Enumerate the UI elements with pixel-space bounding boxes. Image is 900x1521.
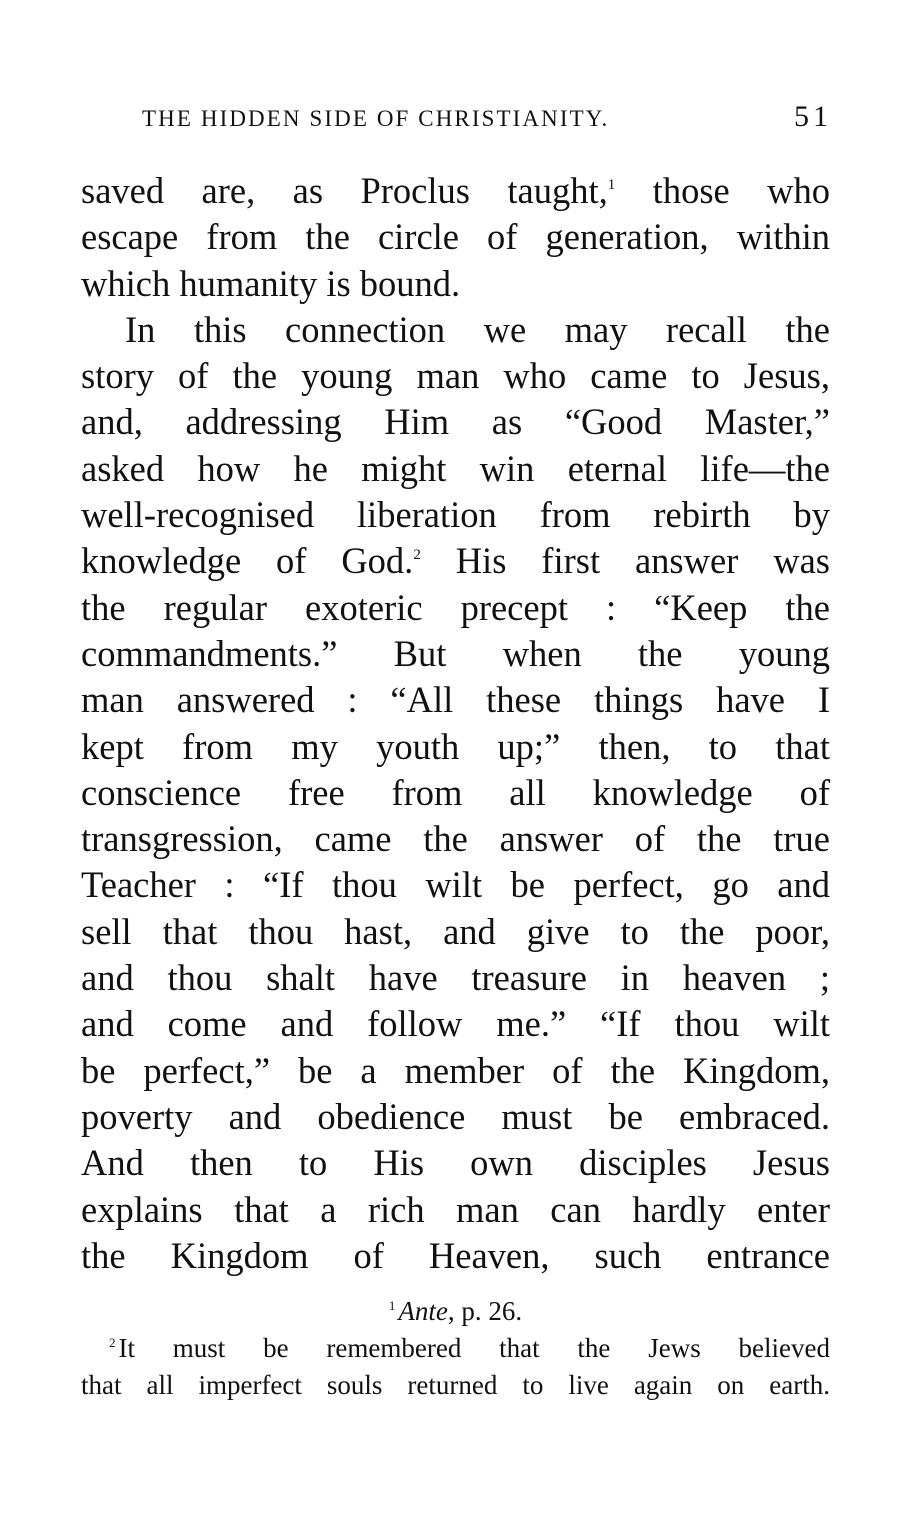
footnote-1-italic: Ante <box>398 1296 448 1326</box>
text-line: story of the young man who came to Jesus, <box>81 355 830 397</box>
page-number: 51 <box>794 100 832 133</box>
footnote-2: $^2$ It must be remembered that the Jews believed <box>109 1333 830 1363</box>
footnote-1: $^1$ Ante, p. 26. <box>388 1296 523 1326</box>
text-line: the Kingdom of Heaven, such entrance <box>81 1234 830 1276</box>
text-line: and come and follow me.” “If thou wilt <box>81 1003 830 1045</box>
footnote-2-continuation: that all imperfect souls returned to live again on earth. <box>81 1370 830 1400</box>
footnote-ref-2: 2 <box>413 547 421 564</box>
text-line: explains that a rich man can hardly enter <box>81 1188 830 1230</box>
text-line: And then to His own disciples Jesus <box>81 1142 830 1184</box>
text-line: saved are, as Proclus taught,$^1$ those who <box>81 170 830 211</box>
text-line: and, addressing Him as “Good Master,” <box>81 401 830 443</box>
text-line: knowledge of God.$^2$ His first answer was <box>81 540 830 582</box>
text-line: and thou shalt have treasure in heaven ; <box>81 957 830 999</box>
text-line: escape from the circle of generation, within <box>81 216 830 258</box>
text-line: kept from my youth up;” then, to that <box>81 725 830 767</box>
text-line: which humanity is bound. <box>81 262 461 304</box>
text-line: be perfect,” be a member of the Kingdom, <box>81 1049 830 1091</box>
text-line: well-recognised liberation from rebirth by <box>81 494 830 536</box>
running-title: THE HIDDEN SIDE OF CHRISTIANITY. <box>142 106 610 131</box>
text-line: asked how he might win eternal life—the <box>81 447 830 489</box>
text-line: sell that thou hast, and give to the poor, <box>81 910 830 952</box>
text-line: transgression, came the answer of the true <box>81 818 830 860</box>
paragraph-start-line: In this connection we may recall the <box>125 308 830 350</box>
text-line: commandments.” But when the young <box>81 632 830 674</box>
running-head <box>142 102 832 136</box>
footnote-1-marker: 1 <box>388 1298 396 1313</box>
text-line: poverty and obedience must be embraced. <box>81 1095 830 1137</box>
footnotes <box>81 1293 830 1404</box>
footnote-2-marker: 2 <box>109 1335 116 1350</box>
text-line: Teacher : “If thou wilt be perfect, go and <box>81 864 830 906</box>
text-line: conscience free from all knowledge of <box>81 771 830 813</box>
footnote-ref-1: 1 <box>607 177 616 193</box>
text-line: man answered : “All these things have I <box>81 679 830 721</box>
text-line: the regular exoteric precept : “Keep the <box>81 586 830 628</box>
body-text <box>81 168 830 1279</box>
